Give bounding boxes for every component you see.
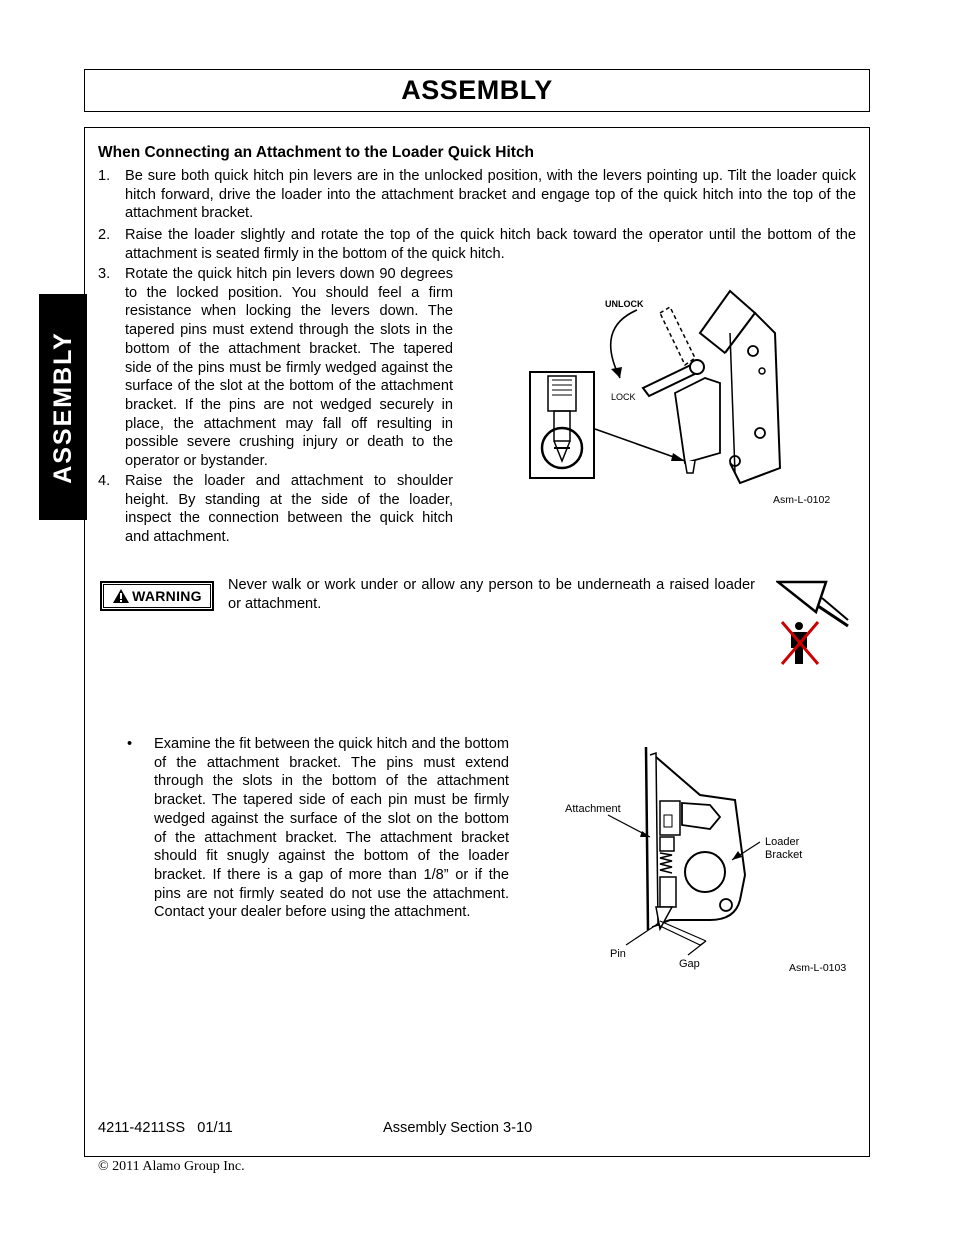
figure-caption: Asm-L-0103 (789, 962, 847, 974)
warning-badge (100, 581, 214, 611)
attachment-label: Attachment (565, 803, 621, 815)
header-box (84, 69, 870, 112)
step-text: Be sure both quick hitch pin levers are in the unlocked position, with the levers pointing up. Tilt the loader quick hitch forward, drive the loader into the attachment bracket and engage top of the quick hitch into the top of the attachment bracket. (125, 168, 856, 222)
step-number: 1. (98, 168, 111, 184)
footer-section: Assembly Section 3-10 (383, 1120, 533, 1136)
step-text: Raise the loader and attachment to shoulder height. By standing at the side of the loader, inspect the connection between the quick hitch and attachment. (125, 473, 453, 546)
footer-model: 4211-4211SS 01/11 (98, 1120, 233, 1136)
bullet-symbol: • (127, 736, 133, 752)
warning-triangle-icon (112, 588, 130, 604)
step-text: Raise the loader slightly and rotate the top of the quick hitch back toward the operator until the bottom of the attachment is seated firmly in the bottom of the quick hitch. (125, 227, 856, 262)
attachment-bracket-figure (560, 745, 855, 970)
page-title: ASSEMBLY (401, 75, 553, 105)
step-number: 4. (98, 473, 111, 489)
quick-hitch-lever-figure (525, 283, 845, 488)
loader-label: Loader (765, 836, 800, 848)
side-tab (39, 294, 87, 520)
bullet-text: Examine the fit between the quick hitch and the bottom of the attachment bracket. The pins must extend through the slots in the bottom of the attachment bracket. The tapered side of each pin must be firmly wedged against the surface of the slot on the bottom of the attachment bracket. The attachment bracket should fit snugly against the bottom of the loader bracket. If there is a gap of more than 1/8” or if the pins are not firmly seated do not use the attachment. Contact your dealer before using the attachment. (154, 736, 509, 921)
gap-label: Gap (679, 958, 700, 970)
pin-label: Pin (610, 948, 626, 960)
step-number: 2. (98, 227, 111, 243)
step-number: 3. (98, 266, 111, 282)
copyright: © 2011 Alamo Group Inc. (98, 1159, 245, 1174)
warning-label: WARNING (132, 588, 202, 604)
bracket-label: Bracket (765, 849, 803, 861)
lock-label: LOCK (611, 392, 636, 402)
crush-hazard-icon (776, 580, 850, 668)
side-tab-label: ASSEMBLY (48, 330, 77, 484)
warning-text: Never walk or work under or allow any person to be underneath a raised loader or attachment. (228, 577, 755, 612)
section-title: When Connecting an Attachment to the Loader Quick Hitch (98, 144, 535, 161)
figure-caption: Asm-L-0102 (773, 494, 831, 506)
unlock-label: UNLOCK (605, 299, 644, 309)
step-text: Rotate the quick hitch pin levers down 90 degrees to the locked position. You should feel a firm resistance when locking the levers down. The tapered pins must extend through the slots in the bottom of the attachment bracket. The tapered side of the pins must be firmly wedged against the surface of the slot at the bottom of the attachment bracket. If the pins are not wedged securely in place, the attachment may fall off resulting in possible severe crushing injury or death to the operator or bystander. (125, 266, 453, 470)
